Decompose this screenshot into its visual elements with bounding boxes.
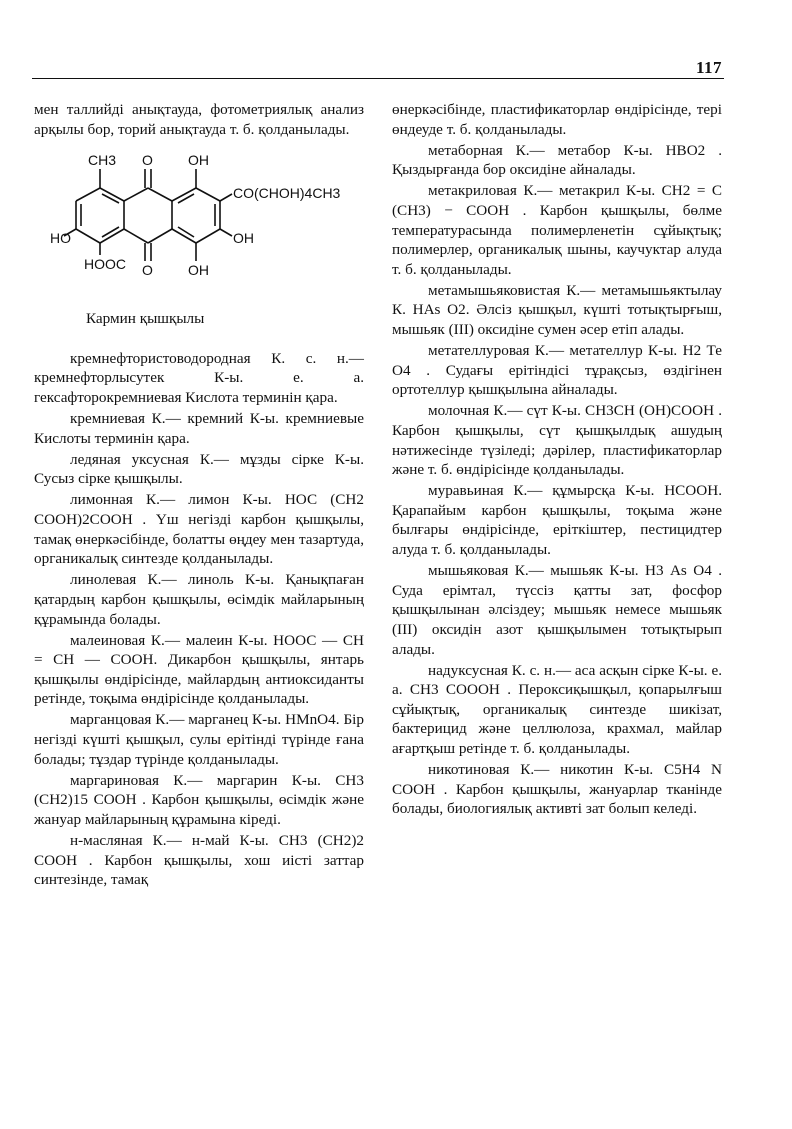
- methyl-label: CH3: [88, 152, 117, 169]
- dictionary-entry: кремнефтористоводородная К. с. н.— кремнефторлысутек К-ы. е. а. гексафторокремниевая Кислота терминін қара.: [34, 349, 364, 406]
- dictionary-entry: муравьиная К.— құмырсқа К-ы. НСООН. Қарапайым карбон қышқылы, тоқыма және былғары өндірісінде, еріткіштер, пестицидтер алуда т. б. қолданылады.: [392, 482, 722, 559]
- side-chain-label: CO(CHOH)4CH3: [233, 185, 341, 202]
- right-column: [392, 100, 722, 820]
- dictionary-entry: линолевая К.— линоль К-ы. Қанықпаған қатардың карбон қышқылы, өсімдік майларының құрамында болады.: [34, 571, 364, 628]
- dictionary-entry: метателлуровая К.— метателлур К-ы. Н2 Те О4 . Судағы ерітіндісі тұрақсыз, өздігінен ортотеллур қышқылына айналады.: [392, 342, 722, 399]
- dictionary-entry: кремниевая К.— кремний К-ы. кремниевые Кислоты терминін қара.: [34, 410, 364, 447]
- header-rule: [32, 78, 724, 79]
- dictionary-entry: метаборная К.— метабор К-ы. НВО2 . Қыздырғанда бор оксидіне айналады.: [392, 141, 722, 179]
- dictionary-entry: метамышьяковистая К.— метамышьяктылау К. HAs O2. Әлсіз қышқыл, күшті тотықтырғыш, мышьяк (III) оксидіне сумен әсер етіп алады.: [392, 281, 722, 339]
- dictionary-entry: маргариновая К.— маргарин К-ы. СН3 (СН2)15 СООН . Карбон қышқылы, өсімдік және жануар майларының құрамына кіреді.: [34, 771, 364, 828]
- oxo-top-label: O: [142, 152, 153, 169]
- figure-caption: Кармин қышқылы: [86, 310, 205, 328]
- dictionary-entry: молочная К.— сүт К-ы. СН3СН (ОН)СООН . Карбон қышқылы, сүт қышқылдық ашудың нәтижесінде түзіледі; дәрілер, пластификаторлар және т. б. өндірісінде қолданылады.: [392, 402, 722, 479]
- dictionary-entry: малеиновая К.— малеин К-ы. НООС — СН = СН — СООН. Дикарбон қышқылы, янтарь қышқылы өндірісінде, майлардың антиоксиданты ретінде, тоқыма өндірісінде қолданылады.: [34, 631, 364, 708]
- left-column: [34, 100, 364, 891]
- hydroxy-left-label: HO: [50, 230, 71, 247]
- dictionary-entry: никотиновая К.— никотин К-ы. C5H4 N COOH . Карбон қышқылы, жануарлар тканінде болады, биологиялық активті зат болып келеді.: [392, 761, 722, 818]
- dictionary-entry: надуксусная К. с. н.— аса асқын сірке К-ы. е. а. СН3 СОООН . Пероксиқышқыл, қопарылғыш сұйықтық, органикалық синтезде шикізат, бактерицид және целлюлоза, крахмал, майлар ағартқыш ретінде т. б. қолданылады.: [392, 661, 722, 757]
- carminic-acid-structure: [50, 151, 350, 299]
- intro-paragraph: мен таллийді анықтауда, фотометриялық анализ арқылы бор, торий анықтауда т. б. қолданылады.: [34, 101, 364, 138]
- hydroxy-right-label: OH: [233, 230, 254, 247]
- dictionary-entry: марганцовая К.— марганец К-ы. НМnO4. Бір негізді күшті қышқыл, сулы ерітінді түрінде ғана болады; тұздар түрінде қолданылады.: [34, 711, 364, 768]
- dictionary-entry: лимонная К.— лимон К-ы. НОС (СН2 СООН)2СООН . Үш негізді карбон қышқылы, тамақ өнеркәсібінде, болатты өңдеу мен тазартуда, органикалық синтезде қолданылады.: [34, 491, 364, 568]
- dictionary-entry: метакриловая К.— метакрил К-ы. СН2 = С (СН3) − СООН . Карбон қышқылы, бөлме температурасында полимерленетін сұйықтық; полимерлер, органикалық шыны, каучуктар алуда т. б. қолданылады.: [392, 182, 722, 278]
- carboxyl-label: HOOC: [84, 256, 126, 273]
- continuation-paragraph: өнеркәсібінде, пластификаторлар өндірісінде, тері өндеуде т. б. қолданылады.: [392, 101, 722, 138]
- dictionary-entry: н-масляная К.— н-май К-ы. СН3 (СН2)2 СООН . Карбон қышқылы, хош иісті заттар синтезінде, тамақ: [34, 832, 364, 889]
- hydroxy-top-label: OH: [188, 152, 209, 169]
- dictionary-entry: ледяная уксусная К.— мұзды сірке К-ы. Сусыз сірке қышқылы.: [34, 450, 364, 488]
- hydroxy-bottom-label: OH: [188, 262, 209, 279]
- oxo-bottom-label: O: [142, 262, 153, 279]
- dictionary-entry: мышьяковая К.— мышьяк К-ы. Н3 As О4 . Суда ерімтал, түссіз қатты зат, фосфор қышқылынан әлсіздеу; мышьяк немесе мышьяк (III) оксидін азот қышқылымен тотықтырып алады.: [392, 562, 722, 658]
- page-number: 117: [695, 58, 722, 77]
